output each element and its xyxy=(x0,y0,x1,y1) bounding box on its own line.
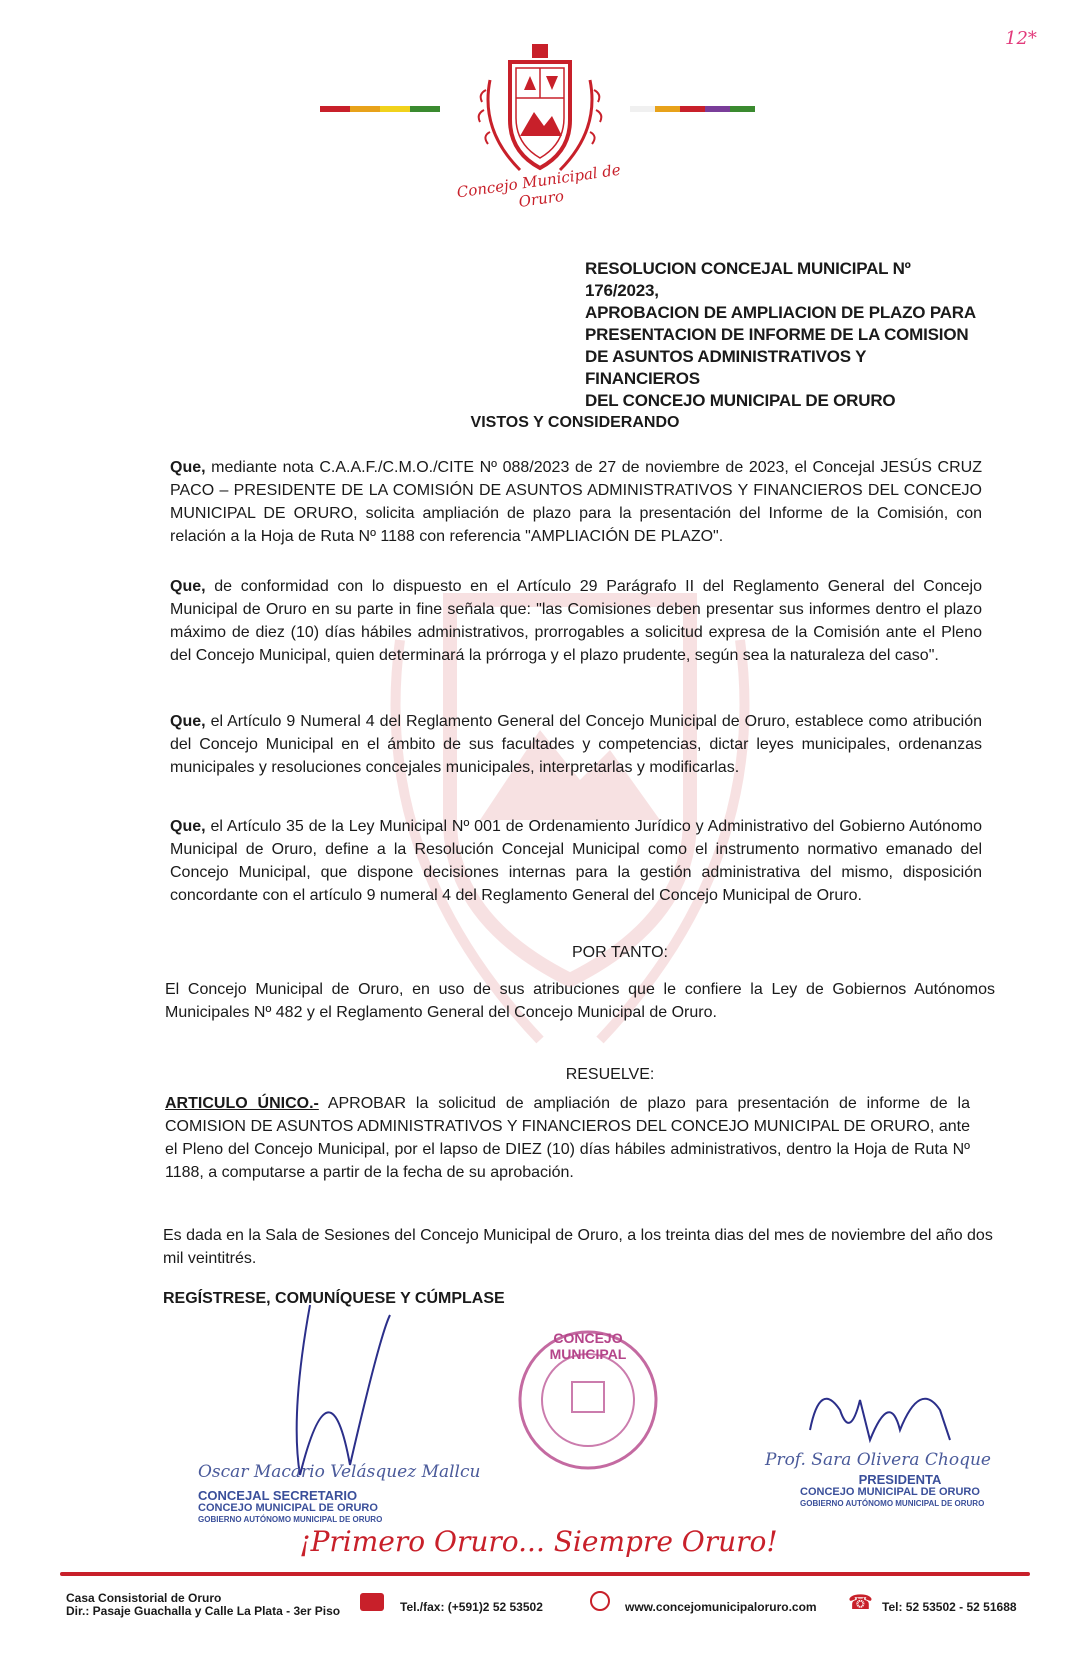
signature-right-icon xyxy=(790,1370,990,1460)
title-line: DE ASUNTOS ADMINISTRATIVOS Y FINANCIEROS xyxy=(585,347,866,388)
signature-right-name: Prof. Sara Olivera Choque xyxy=(765,1450,991,1470)
closing-formula: REGÍSTRESE, COMUNÍQUESE Y CÚMPLASE xyxy=(163,1290,505,1307)
heading-vistos: VISTOS Y CONSIDERANDO xyxy=(470,414,680,431)
globe-icon xyxy=(590,1591,610,1611)
stamp-gov: GOBIERNO AUTÓNOMO MUNICIPAL DE ORURO xyxy=(198,1515,383,1524)
paragraph-2 xyxy=(170,575,982,667)
signature-left-icon xyxy=(270,1295,430,1485)
article-text: APROBAR la solicitud de ampliación de plazo para presentación de informe de la COMISION DE ASUNTOS ADMINISTRATIVOS Y FINANCIEROS DEL CONCEJO MUNICIPAL DE ORURO, ante el Pleno del Concejo Municipal, por el lapso de DIEZ (10) días hábiles administrativos, dentro la Hoja de Ruta Nº 1188, a computarse a partir de la fecha de su aprobación. xyxy=(165,1095,970,1181)
paragraph-lead: Que, xyxy=(170,459,206,476)
paragraph-lead: Que, xyxy=(170,713,206,730)
stamp-role: CONCEJAL SECRETARIO xyxy=(198,1488,358,1503)
paragraph-text: El Concejo Municipal de Oruro, en uso de sus atribuciones que le confiere la Ley de Gobiernos Autónomos Municipales Nº 482 y el Reglamento General del Concejo Municipal de Oruro. xyxy=(165,981,995,1021)
phone-icon: ☎ xyxy=(848,1592,873,1614)
heading-por-tanto: POR TANTO: xyxy=(571,944,668,961)
stamp-left xyxy=(198,1490,398,1526)
paragraph-4 xyxy=(170,815,982,907)
paragraph-lead: Que, xyxy=(170,818,206,835)
paragraph-text: de conformidad con lo dispuesto en el Artículo 29 Parágrafo II del Reglamento General del Concejo Municipal de Oruro en su parte in fine señala que: "las Comisiones deben presentar sus informes dentro el plazo máximo de diez (10) días hábiles administrativos, prorrogables a solicitud expresa de la Comisión ante el Pleno del Concejo Municipal, quien determinará la prórroga y el plazo prudente, según sea la naturaleza del caso". xyxy=(170,578,982,664)
footer-address xyxy=(66,1592,340,1618)
footer-divider xyxy=(60,1572,1030,1576)
heading-resuelve: RESUELVE: xyxy=(565,1066,655,1083)
paragraph-3 xyxy=(170,710,982,779)
paragraph-text: el Artículo 35 de la Ley Municipal Nº 001 de Ordenamiento Jurídico y Administrativo del Gobierno Autónomo Municipal de Oruro, define a la Resolución Concejal Municipal como el instrumento normativo emanado del Concejo Municipal, que dispone decisiones internas para la gestión administrativa del mismo, disposición concordante con el artículo 9 numeral 4 del Reglamento General del Concejo Municipal de Oruro. xyxy=(170,818,982,904)
address-line: Dir.: Pasaje Guachalla y Calle La Plata - 3er Piso xyxy=(66,1604,341,1618)
signature-left-name: Oscar Macario Velásquez Mallcu xyxy=(198,1462,481,1482)
footer-phone: Tel: 52 53502 - 52 51688 xyxy=(882,1600,1017,1614)
title-line: RESOLUCION CONCEJAL MUNICIPAL Nº 176/2023, xyxy=(585,259,911,300)
title-line: APROBACION DE AMPLIACION DE PLAZO PARA xyxy=(585,303,976,322)
given-paragraph xyxy=(163,1224,993,1270)
paragraph-text: Es dada en la Sala de Sesiones del Concejo Municipal de Oruro, a los treinta dias del mes de noviembre del año dos mil veintitrés. xyxy=(163,1227,993,1267)
address-line: Casa Consistorial de Oruro xyxy=(66,1591,222,1605)
paragraph-1 xyxy=(170,456,982,548)
paragraph-5 xyxy=(165,978,995,1024)
title-line: DEL CONCEJO MUNICIPAL DE ORURO xyxy=(585,391,896,410)
seal-text: Concejo Municipal de Oruro xyxy=(455,160,622,211)
paragraph-text: mediante nota C.A.A.F./C.M.O./CITE Nº 088/2023 de 27 de noviembre de 2023, el Concejal JESÚS CRUZ PACO – PRESIDENTE DE LA COMISIÓN DE ASUNTOS ADMINISTRATIVOS Y FINANCIEROS DEL CONCEJO MUNICIPAL DE ORURO, solicita ampliación de plazo para la presentación del Informe de la Comisión, con relación a la Hoja de Ruta Nº 1188 con referencia "AMPLIACIÓN DE PLAZO". xyxy=(170,459,982,545)
article-unico xyxy=(165,1092,970,1184)
center-stamp xyxy=(488,1320,688,1470)
paragraph-lead: Que, xyxy=(170,578,206,595)
resolution-title xyxy=(585,258,985,412)
stamp-org: CONCEJO MUNICIPAL DE ORURO xyxy=(800,1486,980,1498)
fax-icon xyxy=(360,1593,384,1611)
header-stripe-right xyxy=(630,106,755,112)
municipal-seal xyxy=(440,40,640,210)
footer-motto: ¡Primero Oruro... Siempre Oruro! xyxy=(299,1525,778,1558)
center-stamp-text: CONCEJO MUNICIPAL xyxy=(549,1330,627,1362)
article-lead: ARTICULO ÚNICO.- xyxy=(165,1095,319,1112)
header-stripe-left xyxy=(320,106,440,112)
stamp-right xyxy=(800,1474,1000,1510)
stamp-org: CONCEJO MUNICIPAL DE ORURO xyxy=(198,1502,378,1514)
stamp-gov: GOBIERNO AUTÓNOMO MUNICIPAL DE ORURO xyxy=(800,1499,985,1508)
footer-website[interactable]: www.concejomunicipaloruro.com xyxy=(625,1600,817,1614)
page-number: 12* xyxy=(1005,28,1037,49)
paragraph-text: el Artículo 9 Numeral 4 del Reglamento General del Concejo Municipal de Oruro, establece como atribución del Concejo Municipal en el ámbito de sus facultades y competencias, dictar leyes municipales, ordenanzas municipales y resoluciones concejales municipales, interpretarlas y modificarlas. xyxy=(170,713,982,776)
stamp-role: PRESIDENTA xyxy=(858,1472,942,1487)
title-line: PRESENTACION DE INFORME DE LA COMISION xyxy=(585,325,969,344)
footer-telfax: Tel./fax: (+591)2 52 53502 xyxy=(400,1600,543,1614)
